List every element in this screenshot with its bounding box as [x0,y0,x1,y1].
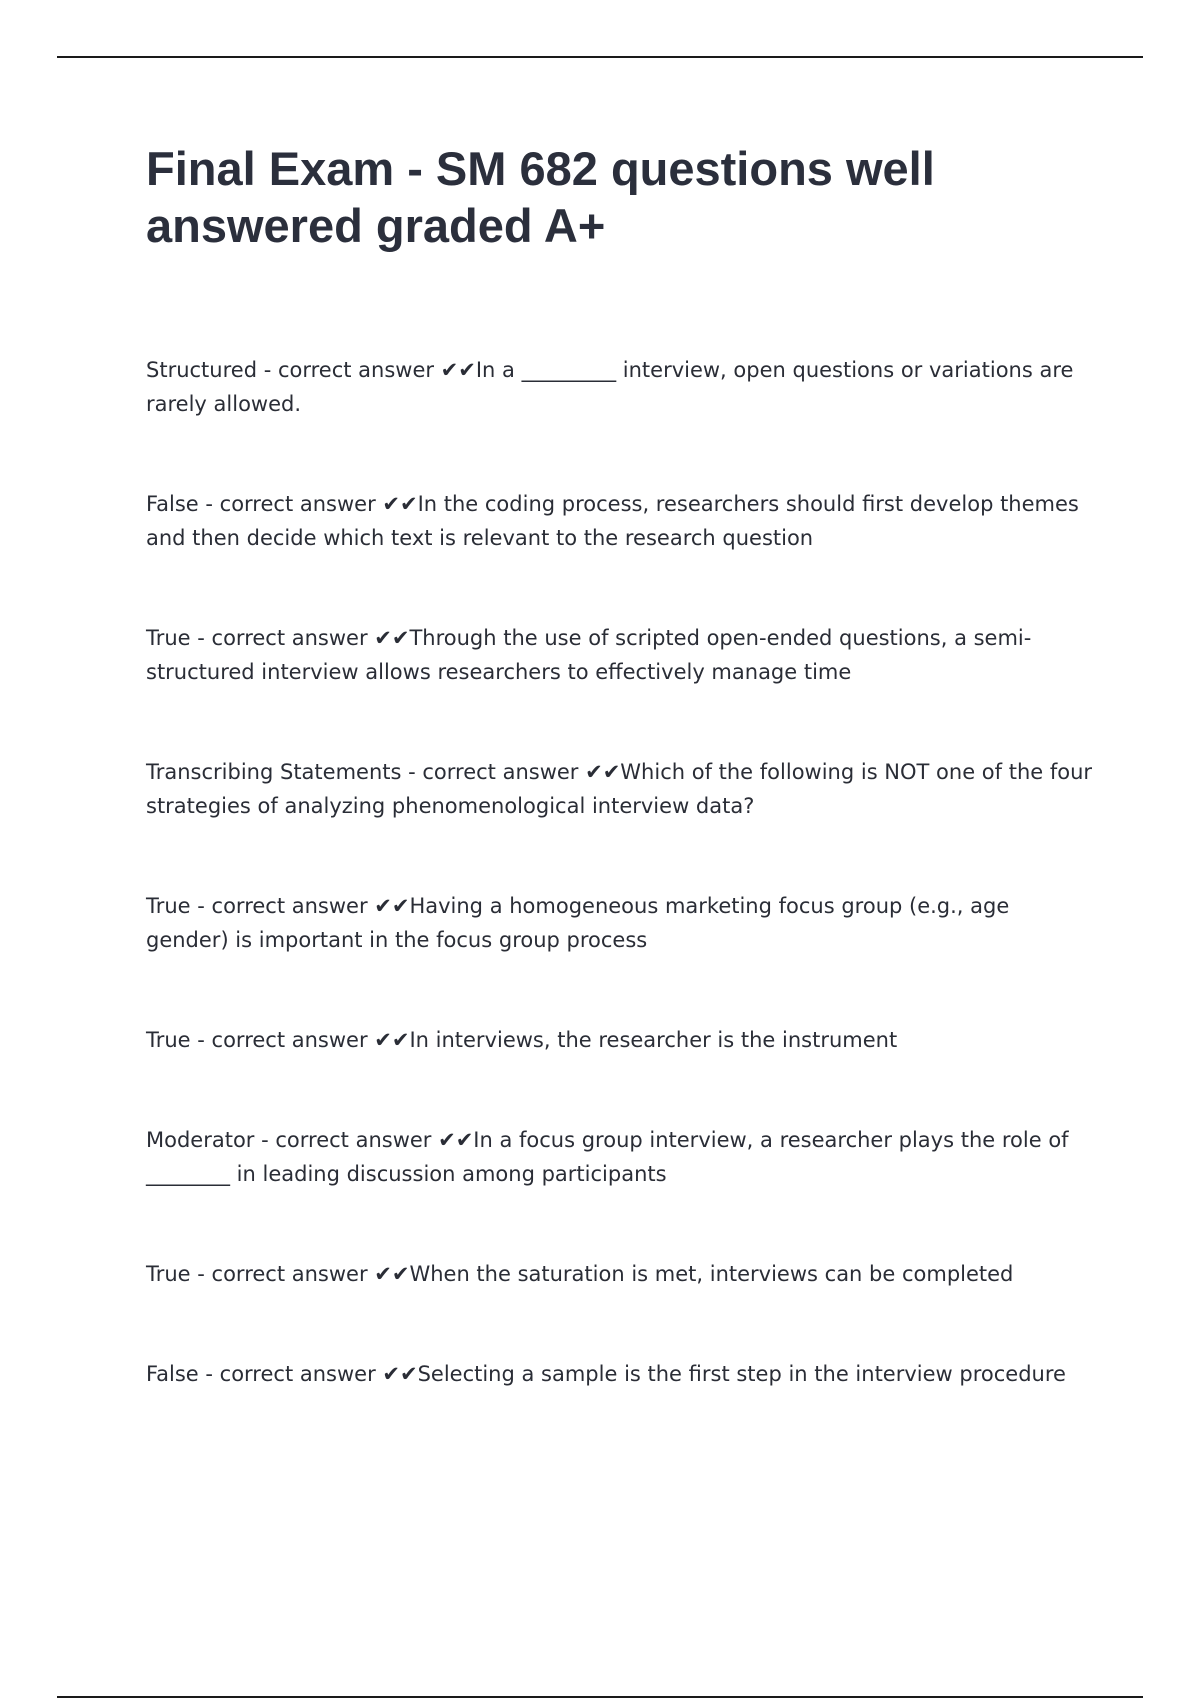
qa-item: False - correct answer ✔✔Selecting a sample is the first step in the interview procedure [146,1362,1066,1386]
qa-item: True - correct answer ✔✔Through the use of scripted open-ended questions, a semi-structured interview allows researchers to effectively manage time [146,626,1032,684]
top-rule [57,56,1143,58]
qa-item: Moderator - correct answer ✔✔In a focus group interview, a researcher plays the role of ________ in leading discussion among participants [146,1128,1069,1186]
qa-item: True - correct answer ✔✔In interviews, the researcher is the instrument [146,1028,898,1052]
qa-item: Structured - correct answer ✔✔In a _________ interview, open questions or variations are rarely allowed. [146,358,1074,416]
bottom-rule [57,1696,1143,1698]
qa-list [146,353,1096,1391]
qa-item: False - correct answer ✔✔In the coding process, researchers should first develop themes and then decide which text is relevant to the research question [146,492,1079,550]
qa-item: True - correct answer ✔✔Having a homogeneous marketing focus group (e.g., age gender) is important in the focus group process [146,894,1010,952]
document-content [146,140,1096,1391]
document-title: Final Exam - SM 682 questions well answered graded A+ [146,142,935,252]
qa-item: True - correct answer ✔✔When the saturation is met, interviews can be completed [146,1262,1014,1286]
qa-item: Transcribing Statements - correct answer ✔✔Which of the following is NOT one of the four strategies of analyzing phenomenological interview data? [146,760,1093,818]
